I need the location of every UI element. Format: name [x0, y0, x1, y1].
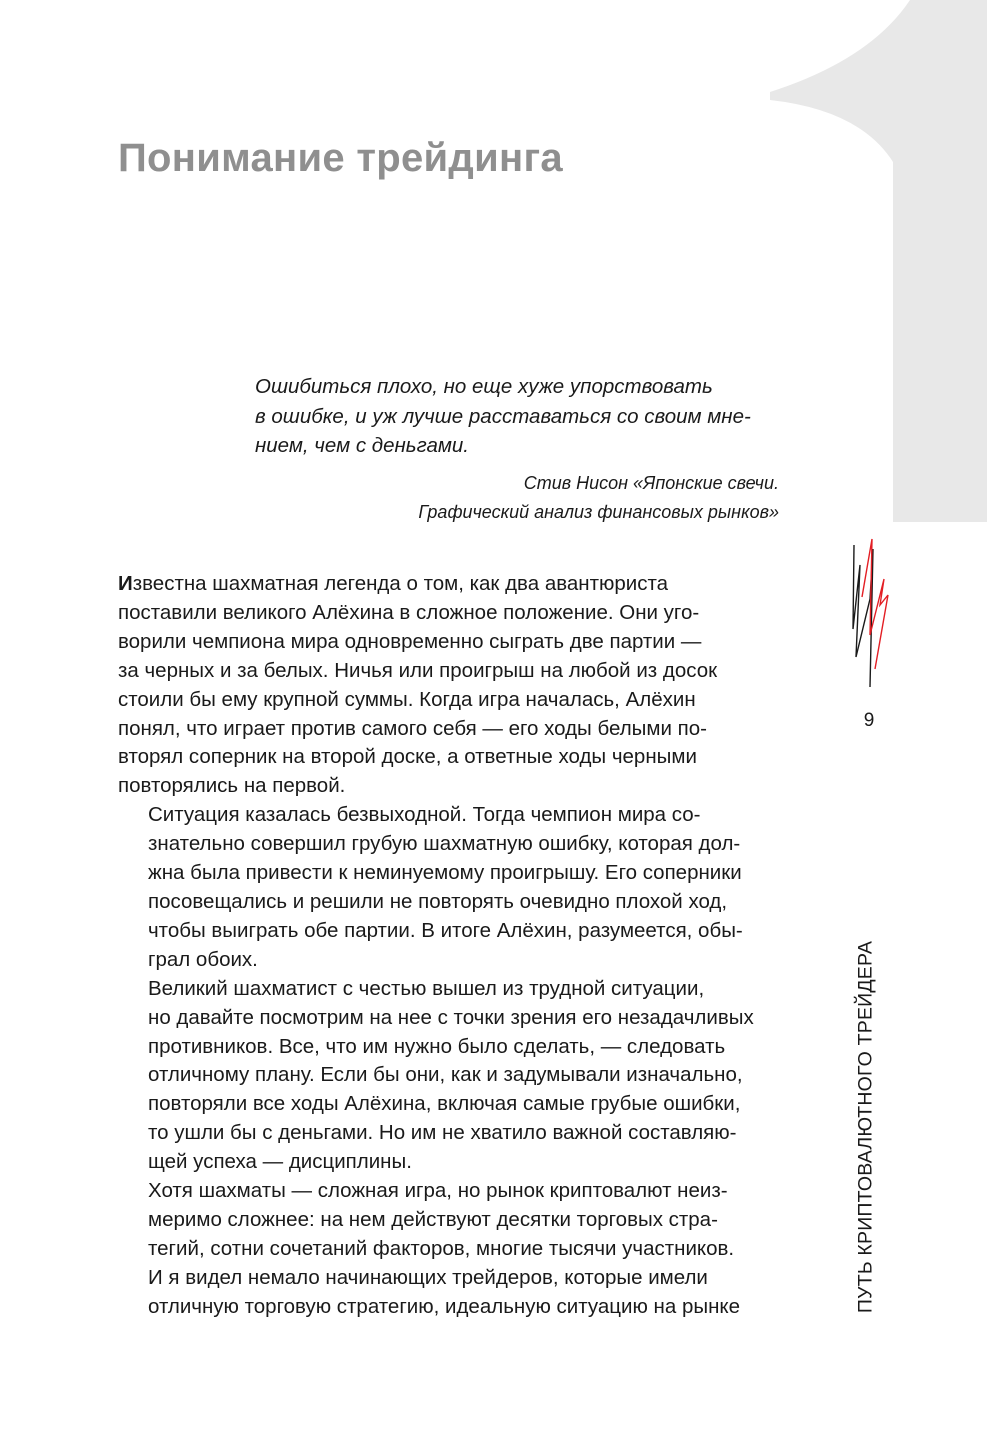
text-line: противников. Все, что им нужно было сделать, — следовать [148, 1034, 726, 1058]
paragraph [118, 801, 780, 974]
text-line [118, 570, 780, 599]
epigraph-line: Ошибиться плохо, но еще хуже упорствовать [255, 375, 713, 398]
text-line: за черных и за белых. Ничья или проигрыш на любой из досок [118, 658, 718, 682]
paragraph [118, 1177, 780, 1322]
text-line: Великий шахматист с честью вышел из трудной ситуации, [148, 976, 705, 1000]
text-line: щей успеха — дисциплины. [148, 1150, 412, 1174]
epigraph-attribution [340, 469, 779, 526]
chapter-title: Понимание трейдинга [118, 136, 563, 180]
text-line: вторял соперник на второй доске, а ответные ходы черными [118, 745, 697, 769]
zigzag-red-line [862, 539, 888, 669]
text-line: посовещались и решили не повторять очевидно плохой ход, [148, 889, 728, 913]
text-line: поставили великого Алёхина в сложное положение. Они уго- [118, 600, 700, 624]
epigraph-line: нием, чем с деньгами. [255, 434, 469, 457]
running-head: ПУТЬ КРИПТОВАЛЮТНОГО ТРЕЙДЕРА [854, 940, 877, 1314]
text-line: И я видел немало начинающих трейдеров, которые имели [148, 1265, 708, 1289]
text-line: Хотя шахматы — сложная игра, но рынок криптовалют неиз- [148, 1179, 728, 1203]
text-line: но давайте посмотрим на нее с точки зрения его незадачливых [148, 1005, 754, 1029]
epigraph [255, 372, 779, 461]
epigraph-line: в ошибке, и уж лучше расставаться со своим мне- [255, 404, 751, 428]
text-line: отличному плану. Если бы они, как и задумывали изначально, [148, 1063, 743, 1087]
text-line: чтобы выиграть обе партии. В итоге Алёхин, разумеется, обы- [148, 918, 743, 942]
text-line: тегий, сотни сочетаний факторов, многие тысячи участников. [148, 1236, 735, 1260]
page-number: 9 [863, 710, 875, 731]
text-line: повторяли все ходы Алёхина, включая самые грубые ошибки, [148, 1092, 741, 1116]
attribution-line: Графический анализ финансовых рынков» [418, 501, 779, 522]
text-line: понял, что играет против самого себя — его ходы белыми по- [118, 716, 707, 740]
body-text [118, 570, 780, 1322]
text-line: то ушли бы с деньгами. Но им не хватило важной составляю- [148, 1121, 737, 1145]
attribution-line: Стив Нисон «Японские свечи. [523, 473, 779, 493]
text-line: ворили чемпиона мира одновременно сыграть две партии — [118, 629, 702, 653]
text-line: знательно совершил грубую шахматную ошибку, которая дол- [148, 832, 741, 856]
text-line: Ситуация казалась безвыходной. Тогда чемпион мира со- [148, 803, 701, 827]
zigzag-decoration-icon [840, 537, 894, 697]
paragraph [118, 975, 780, 1177]
paragraph [118, 570, 780, 801]
text-line: повторялись на первой. [118, 774, 346, 798]
chapter-digit-shape [770, 0, 987, 522]
text-line: отличную торговую стратегию, идеальную ситуацию на рынке [148, 1294, 740, 1318]
text-line: стоили бы ему крупной суммы. Когда игра началась, Алёхин [118, 687, 696, 711]
text-line-content: звестна шахматная легенда о том, как два авантюриста [132, 572, 669, 595]
text-line: жна была привести к неминуемому проигрышу. Его соперники [148, 861, 742, 885]
text-line: грал обоих. [148, 947, 258, 971]
drop-cap: И [118, 572, 133, 595]
text-line: меримо сложнее: на нем действуют десятки торговых стра- [148, 1207, 718, 1231]
